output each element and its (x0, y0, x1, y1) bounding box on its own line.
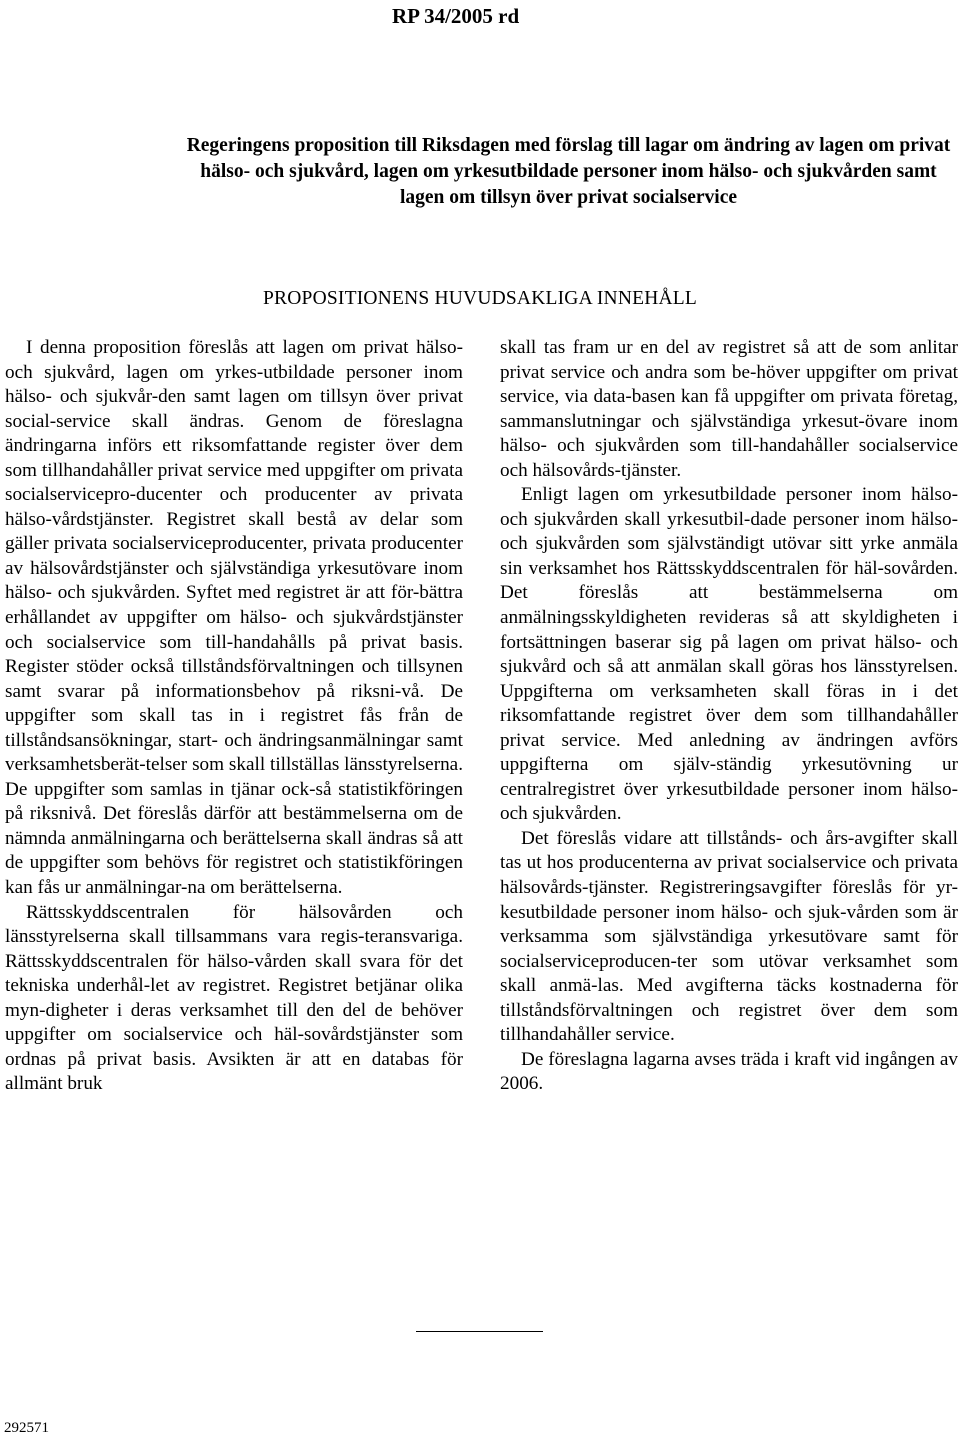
left-paragraph-2: Rättsskyddscentralen för hälsovården och länsstyrelserna skall tillsammans vara regis-teransvariga. Rättsskyddscentralen för hälso-vården skall svara för det tekniska underhål-let av registret. Registret betjänar olika myn-digheter i deras verksamhet till den del de behöver uppgifter om socialservice och häl-sovårdstjänster som ordnas på privat basis. Avsikten är att en databas för allmänt bruk (5, 901, 463, 1095)
right-paragraph-3: Det föreslås vidare att tillstånds- och års-avgifter skall tas ut hos producenterna av privat socialservice och privata hälsovårds-tjänster. Registreringsavgifter föreslås för yr-kesutbildade personer inom hälso- och sjuk-vården som är verksamma som självständiga yrkesutövare samt för socialserviceproducen-ter som utövar verksamhet som skall anmä-las. Med avgifterna täcks kostnaderna för tillståndsförvaltningen och registret över dem som tillhandahåller service. (500, 827, 958, 1046)
right-paragraph-2: Enligt lagen om yrkesutbildade personer inom hälso- och sjukvården skall yrkesutbil-dade personer inom hälso- och sjukvården som självständigt utövar sitt yrke anmäla sin verksamhet hos Rättsskyddscentralen för häl-sovården. Det föreslås att bestämmelserna om anmälningsskyldigheten revideras så att skyldigheten i fortsättningen baserar sig på lagen om privat hälso- och sjukvård och så att anmälan skall göras hos länsstyrelsen. Uppgifterna om verksamheten skall föras in i det riksomfattande registret över dem som tillhandahåller privat service. Med anledning av ändringen avförs uppgifterna om själv-ständig yrkesutövning ur centralregistret över yrkesutbildade personer inom hälso- och sjukvården. (500, 484, 958, 825)
right-paragraph-1: skall tas fram ur en del av registret så att de som anlitar privat service och andra som be-höver uppgifter om privat service, via data-basen kan få uppgifter om privata företag, sammanslutningar och självständiga yrkesut-övare inom hälso- och sjukvården som till-handahåller socialservice och hälsovårds-tjänster. (500, 337, 958, 481)
left-paragraph-1: I denna proposition föreslås att lagen om privat hälso- och sjukvård, lagen om yrkes-utbildade personer inom hälso- och sjukvår-den samt lagen om tillsyn över privat social-service skall ändras. Genom de föreslagna ändringarna införs ett riksomfattande register över dem som tillhandahåller privat service med uppgifter om privata socialservicepro-ducenter och producenter av privata hälso-vårdstjänster. Registret skall bestå av delar som gäller privata socialserviceproducenter, privata producenter av hälsovårdstjänster och självständiga yrkesutövare inom hälso- och sjukvården. Syftet med registret är att för-bättra erhållandet av uppgifter om hälso- och sjukvårdstjänster och socialservice som till-handahålls på privat basis. Register stöder också tillståndsförvaltningen och tillsynen samt svarar på informationsbehov på riksni-vå. De uppgifter som skall tas in i registret fås från de tillståndsansökningar, start- och ändringsanmälningar samt verksamhetsberät-telser som skall tillställas länsstyrelserna. De uppgifter som samlas in tjänar ock-så statistikföringen på riksnivå. Det föreslås därför att bestämmelserna om de nämnda anmälningarna och berättelserna skall ändras så att de uppgifter som behövs för registret och statistikföringen kan fås ur anmälningar-na om berättelserna. (5, 337, 463, 899)
footnote-divider (416, 1331, 543, 1332)
document-id: RP 34/2005 rd (392, 4, 520, 28)
document-title: Regeringens proposition till Riksdagen med förslag till lagar om ändring av lagen om privat hälso- och sjukvård, lagen om yrkesutbildade personer inom hälso- och sjukvården samt lagen om tillsyn över privat socialservice (186, 135, 951, 208)
document-number: 292571 (4, 1420, 49, 1436)
right-paragraph-4: De föreslagna lagarna avses träda i kraft vid ingången av 2006. (500, 1048, 958, 1095)
right-column (500, 336, 958, 1097)
section-heading: PROPOSITIONENS HUVUDSAKLIGA INNEHÅLL (262, 288, 698, 309)
left-column (5, 336, 463, 1097)
